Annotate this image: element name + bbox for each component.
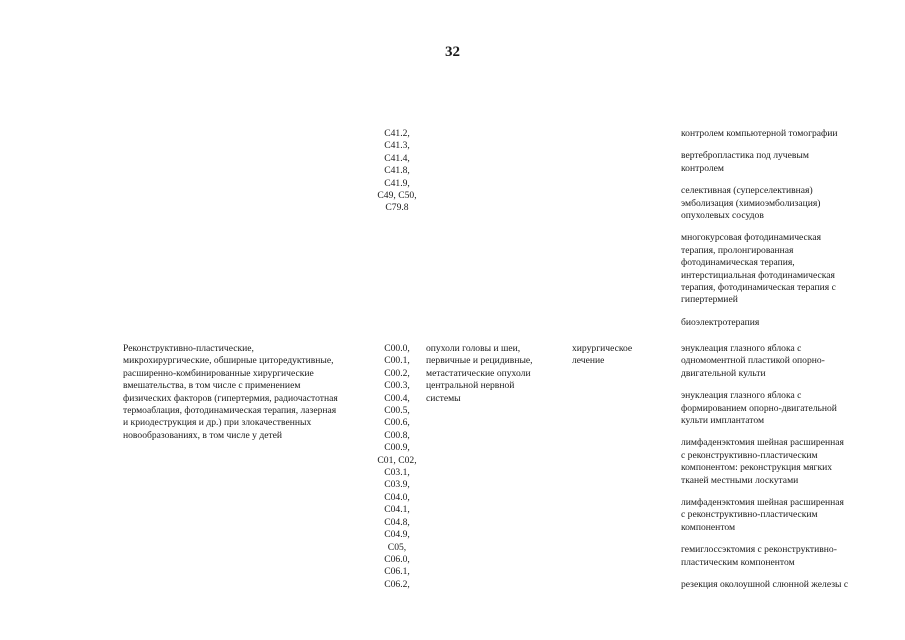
method-line: резекция околоушной слюнной железы с	[681, 579, 849, 591]
treatment-type	[572, 343, 672, 368]
method-line: одномоментной пластикой опорно-	[681, 355, 825, 367]
method-entry	[681, 128, 881, 140]
icd-code: C41.4,	[384, 152, 410, 164]
method-entry	[681, 150, 881, 175]
method-line: компонентом	[681, 521, 736, 533]
intervention-line: термоаблация, фотодинамическая терапия, лазерная	[123, 405, 337, 417]
icd-code: C06.1,	[384, 566, 410, 578]
icd-code: C00.2,	[384, 367, 410, 379]
icd-code: C04.8,	[384, 516, 410, 528]
icd-code: C03.1,	[384, 467, 410, 479]
icd-code: C06.2,	[384, 578, 410, 590]
method-line: энуклеация глазного яблока с	[681, 343, 802, 354]
patient-model-line: первичные и рецидивные,	[426, 355, 533, 367]
method-line: опухолевых сосудов	[681, 210, 764, 222]
method-line: гемиглоссэктомия с реконструктивно-	[681, 544, 837, 556]
method-line: пластическим компонентом	[681, 556, 795, 568]
method-entry	[681, 185, 881, 222]
icd-code: C04.0,	[384, 491, 410, 503]
icd-code: C41.3,	[384, 140, 410, 152]
patient-model-line: центральной нервной	[426, 380, 515, 392]
method-entry	[681, 579, 881, 591]
page-number: 32	[445, 44, 460, 60]
method-line: фотодинамическая терапия,	[681, 257, 795, 269]
icd-code: C01, C02,	[377, 454, 417, 466]
method-line: эмболизация (химиоэмболизация)	[681, 197, 821, 209]
icd-code: C04.9,	[384, 529, 410, 541]
method-line: с реконструктивно-пластическим	[681, 449, 818, 461]
method-line: интерстициальная фотодинамическая	[681, 269, 835, 281]
method-line: гипертермией	[681, 294, 738, 306]
icd-code: C49, C50,	[377, 190, 417, 202]
method-entry	[681, 343, 881, 380]
intervention-line: вмешательства, в том числе с применением	[123, 380, 301, 392]
icd-code: C00.0,	[384, 343, 410, 354]
icd-code: C00.9,	[384, 442, 410, 454]
top-icd-codes	[367, 128, 427, 215]
icd-code: C00.4,	[384, 392, 410, 404]
icd-code: C00.5,	[384, 405, 410, 417]
icd-code: C00.6,	[384, 417, 410, 429]
method-line: терапия, пролонгированная	[681, 244, 794, 256]
icd-code: C41.8,	[384, 165, 410, 177]
method-entry	[681, 317, 881, 329]
icd-code: C00.8,	[384, 429, 410, 441]
method-entry	[681, 437, 881, 487]
icd-code: C00.3,	[384, 380, 410, 392]
method-line: терапия, фотодинамическая терапия с	[681, 282, 836, 294]
icd-code: C41.2,	[384, 128, 410, 139]
icd-code: C79.8	[385, 202, 409, 214]
top-treatment-methods	[681, 128, 881, 329]
bottom-treatment-methods	[681, 343, 881, 592]
intervention-line: новообразованиях, в том числе у детей	[123, 429, 283, 441]
intervention-description	[123, 343, 363, 442]
treatment-type-line: лечение	[572, 355, 605, 367]
patient-model	[426, 343, 566, 405]
method-entry	[681, 544, 881, 569]
method-line: с реконструктивно-пластическим	[681, 509, 818, 521]
method-line: энуклеация глазного яблока с	[681, 390, 802, 402]
icd-code: C06.0,	[384, 553, 410, 565]
method-line: контролем	[681, 162, 724, 174]
intervention-line: микрохирургические, обширные циторедуктивные,	[123, 355, 334, 367]
intervention-line: расширенно-комбинированные хирургические	[123, 367, 314, 379]
method-line: селективная (суперселективная)	[681, 185, 813, 197]
bottom-icd-codes	[367, 343, 427, 591]
method-line: лимфаденэктомия шейная расширенная	[681, 437, 844, 449]
intervention-line: и криодеструкция и др.) при злокачественных	[123, 417, 312, 429]
method-entry	[681, 390, 881, 427]
method-line: компонентом: реконструкция мягких	[681, 462, 833, 474]
method-line: многокурсовая фотодинамическая	[681, 232, 821, 244]
method-line: вертебропластика под лучевым	[681, 150, 809, 162]
icd-code: C05,	[387, 541, 407, 553]
icd-code: C00.1,	[384, 355, 410, 367]
icd-code: C04.1,	[384, 504, 410, 516]
patient-model-line: опухоли головы и шеи,	[426, 343, 521, 354]
icd-code: C03.9,	[384, 479, 410, 491]
treatment-type-line: хирургическое	[572, 343, 633, 354]
intervention-line: Реконструктивно-пластические,	[123, 343, 254, 354]
patient-model-line: системы	[426, 392, 461, 404]
patient-model-line: метастатические опухоли	[426, 367, 531, 379]
method-entry	[681, 232, 881, 306]
method-entry	[681, 497, 881, 534]
method-line: формированием опорно-двигательной	[681, 402, 837, 414]
method-line: культи имплантатом	[681, 415, 765, 427]
method-line: двигательной культи	[681, 367, 766, 379]
method-line: биоэлектротерапия	[681, 316, 760, 328]
intervention-line: физических факторов (гипертермия, радиочастотная	[123, 392, 338, 404]
method-line: контролем компьютерной томографии	[681, 128, 838, 139]
method-line: лимфаденэктомия шейная расширенная	[681, 497, 844, 509]
icd-code: C41.9,	[384, 177, 410, 189]
method-line: тканей местными лоскутами	[681, 474, 799, 486]
